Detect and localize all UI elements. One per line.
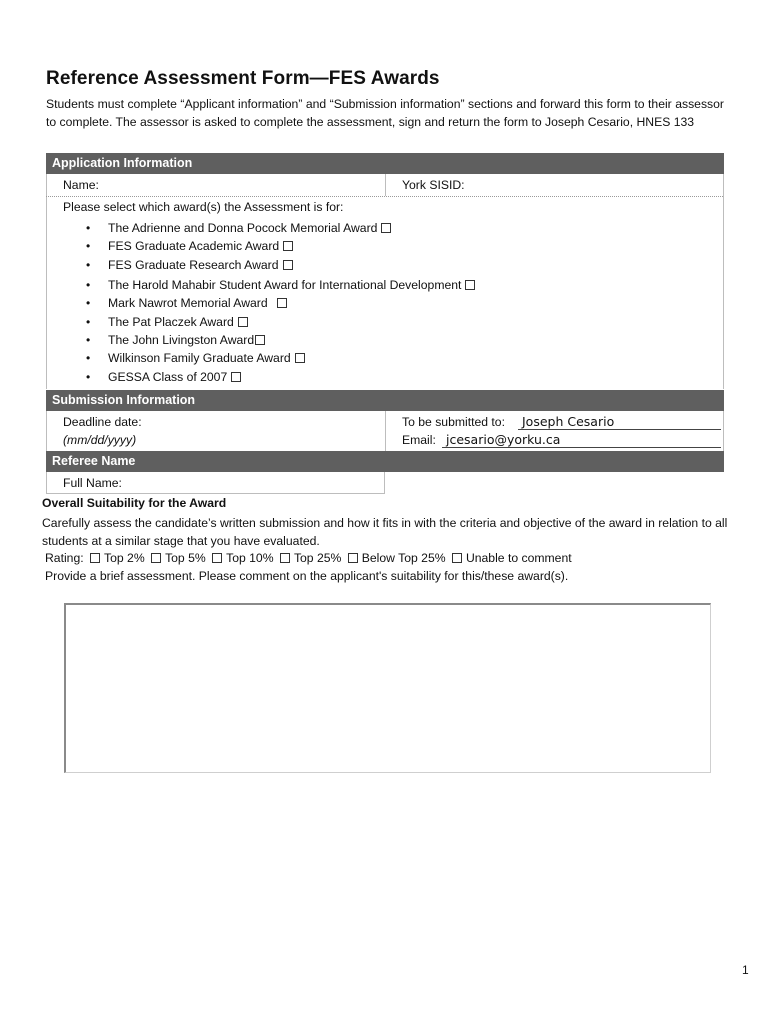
rating-checkbox[interactable]	[348, 553, 358, 563]
email-label: Email:	[402, 433, 436, 447]
brief-assessment-label: Provide a brief assessment. Please comment on the applicant's suitability for this/these award(s).	[45, 569, 569, 583]
award-label: The Pat Placzek Award	[108, 314, 234, 329]
rating-option: Top 10%	[226, 551, 274, 565]
name-sisid-divider	[385, 174, 386, 196]
list-item	[86, 276, 475, 294]
list-item	[86, 331, 475, 349]
award-label: FES Graduate Academic Award	[108, 239, 280, 254]
submission-divider	[385, 411, 386, 451]
assessment-comment-box[interactable]	[64, 603, 711, 773]
award-select-label: Please select which award(s) the Assessment is for:	[63, 200, 344, 214]
rating-row	[45, 551, 575, 565]
rating-checkbox[interactable]	[452, 553, 462, 563]
name-row-divider	[46, 196, 723, 197]
rating-option: Unable to comment	[465, 551, 572, 565]
rating-option: Top 25%	[293, 551, 342, 565]
award-label: The Adrienne and Donna Pocock Memorial Award	[108, 221, 378, 235]
award-checkbox[interactable]	[295, 353, 305, 363]
award-label: Wilkinson Family Graduate Award	[108, 351, 291, 366]
application-right-border	[723, 174, 724, 389]
suitability-heading: Overall Suitability for the Award	[42, 496, 227, 510]
deadline-label: Deadline date:	[63, 415, 142, 429]
submission-right-border	[723, 411, 724, 451]
page-title: Reference Assessment Form—FES Awards	[46, 68, 440, 89]
submitted-to-field[interactable]: Joseph Cesario	[518, 414, 721, 430]
list-item	[86, 294, 475, 312]
application-section-header: Application Information	[46, 153, 724, 174]
suitability-paragraph: Carefully assess the candidate’s written submission and how it fits in with the criteria and objective of the award in relation to all students at a similar stage that you have evaluated.	[42, 516, 728, 548]
list-item	[86, 256, 475, 276]
award-label: The Harold Mahabir Student Award for International Development	[108, 277, 462, 292]
full-name-label: Full Name:	[63, 476, 122, 490]
rating-option: Top 2%	[104, 551, 145, 565]
list-item	[86, 349, 475, 367]
award-label: GESSA Class of 2007	[108, 369, 228, 384]
award-checkbox[interactable]	[283, 241, 293, 251]
rating-label: Rating:	[45, 551, 84, 565]
award-label: Mark Nawrot Memorial Award	[108, 296, 271, 311]
rating-checkbox[interactable]	[280, 553, 290, 563]
award-checkbox[interactable]	[283, 260, 293, 270]
award-checkbox[interactable]	[255, 335, 265, 345]
list-item	[86, 368, 475, 386]
rating-checkbox[interactable]	[151, 553, 161, 563]
award-checkbox[interactable]	[231, 372, 241, 382]
award-list	[86, 219, 475, 386]
submission-left-border	[46, 411, 47, 451]
list-item	[86, 237, 475, 255]
award-label: The John Livingston Award	[108, 332, 255, 347]
list-item	[86, 219, 475, 237]
rating-checkbox[interactable]	[90, 553, 100, 563]
application-left-border	[46, 174, 47, 389]
rating-option: Top 5%	[165, 551, 206, 565]
list-item	[86, 313, 475, 331]
rating-option: Below Top 25%	[361, 551, 446, 565]
rating-checkbox[interactable]	[212, 553, 222, 563]
award-checkbox[interactable]	[238, 317, 248, 327]
award-checkbox[interactable]	[277, 298, 287, 308]
submitted-to-label: To be submitted to:	[402, 415, 505, 429]
referee-section-header: Referee Name	[46, 451, 724, 472]
page-number: 1	[742, 963, 749, 977]
award-checkbox[interactable]	[465, 280, 475, 290]
sisid-field-label: York SISID:	[402, 178, 465, 192]
submission-section-header: Submission Information	[46, 390, 724, 411]
deadline-format-hint: (mm/dd/yyyy)	[63, 433, 137, 447]
name-field-label: Name:	[63, 178, 99, 192]
award-label: FES Graduate Research Award	[108, 257, 279, 272]
intro-paragraph: Students must complete “Applicant information” and “Submission information” sections and forward this form to their assessor to complete. The assessor is asked to complete the assessment, sign and return the form to Joseph Cesario, HNES 133	[46, 97, 724, 129]
award-checkbox[interactable]	[381, 223, 391, 233]
email-field[interactable]: jcesario@yorku.ca	[442, 432, 721, 448]
